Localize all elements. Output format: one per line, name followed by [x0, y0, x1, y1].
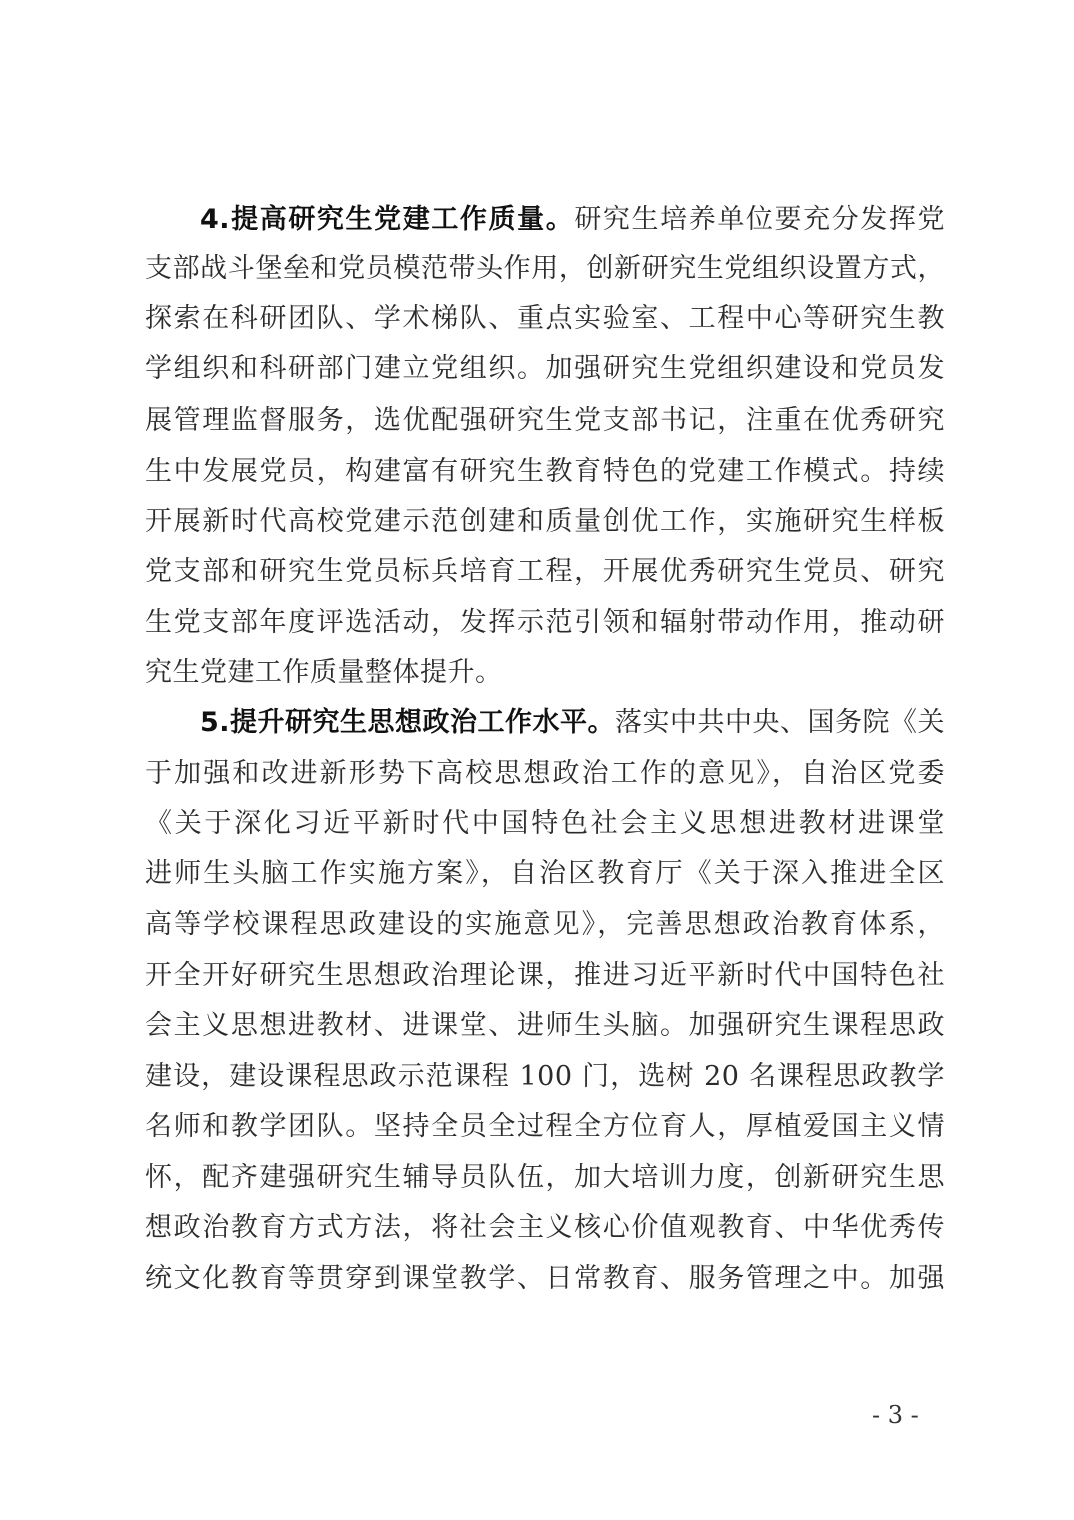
paragraph-4-line-2: 支部战斗堡垒和党员模范带头作用，创新研究生党组织设置方式，: [145, 253, 945, 284]
paragraph-4-text: 研究生培养单位要充分发挥党: [574, 204, 946, 235]
paragraph-4-line-8: 党支部和研究生党员标兵培育工程，开展优秀研究生党员、研究: [145, 556, 945, 587]
paragraph-4-line-9: 生党支部年度评选活动，发挥示范引领和辐射带动作用，推动研: [145, 607, 945, 638]
paragraph-4-heading: 4.提高研究生党建工作质量。: [200, 204, 575, 235]
page-number: - 3 -: [872, 1401, 919, 1429]
paragraph-5-line-11: 想政治教育方式方法，将社会主义核心价值观教育、中华优秀传: [145, 1212, 945, 1243]
paragraph-5-line-5: 高等学校课程思政建设的实施意见》，完善思想政治教育体系，: [145, 909, 945, 940]
paragraph-4-line-10: 究生党建工作质量整体提升。: [145, 657, 503, 688]
paragraph-4-line-6: 生中发展党员，构建富有研究生教育特色的党建工作模式。持续: [145, 456, 945, 487]
paragraph-5-line-6: 开全开好研究生思想政治理论课，推进习近平新时代中国特色社: [145, 960, 945, 991]
paragraph-5-line-1: [200, 700, 945, 746]
paragraph-5-line-4: 进师生头脑工作实施方案》，自治区教育厅《关于深入推进全区: [145, 858, 945, 889]
paragraph-4-line-1: [200, 197, 945, 243]
paragraph-5-line-12: 统文化教育等贯穿到课堂教学、日常教育、服务管理之中。加强: [145, 1263, 945, 1294]
paragraph-5-line-3: 《关于深化习近平新时代中国特色社会主义思想进教材进课堂: [145, 808, 945, 839]
paragraph-5-heading: 5.提升研究生思想政治工作水平。: [200, 707, 616, 738]
paragraph-5-line-9: 名师和教学团队。坚持全员全过程全方位育人，厚植爱国主义情: [145, 1111, 945, 1142]
paragraph-4-line-5: 展管理监督服务，选优配强研究生党支部书记，注重在优秀研究: [145, 405, 945, 436]
paragraph-5-text: 落实中共中央、国务院《关: [615, 707, 946, 738]
paragraph-5-line-10: 怀，配齐建强研究生辅导员队伍，加大培训力度，创新研究生思: [145, 1162, 945, 1193]
paragraph-5-line-8: 建设，建设课程思政示范课程 100 门，选树 20 名课程思政教学: [145, 1061, 945, 1092]
paragraph-4-line-3: 探索在科研团队、学术梯队、重点实验室、工程中心等研究生教: [145, 303, 945, 334]
paragraph-4-line-4: 学组织和科研部门建立党组织。加强研究生党组织建设和党员发: [145, 353, 945, 384]
paragraph-5-line-2: 于加强和改进新形势下高校思想政治工作的意见》，自治区党委: [145, 758, 945, 789]
paragraph-4-line-7: 开展新时代高校党建示范创建和质量创优工作，实施研究生样板: [145, 506, 945, 537]
paragraph-5-line-7: 会主义思想进教材、进课堂、进师生头脑。加强研究生课程思政: [145, 1010, 945, 1041]
